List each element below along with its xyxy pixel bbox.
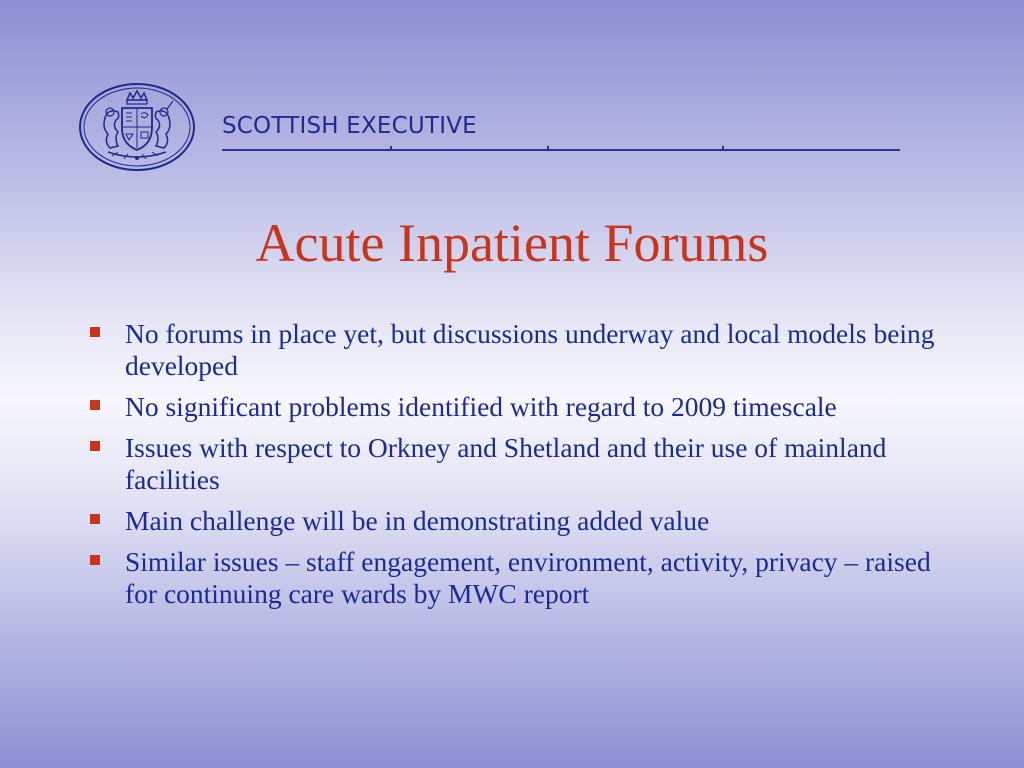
- bullet-item: [88, 546, 958, 610]
- square-bullet-icon: [90, 514, 100, 524]
- bullet-text: Issues with respect to Orkney and Shetland and their use of mainland facilities: [125, 432, 887, 495]
- bullet-text: Similar issues – staff engagement, environment, activity, privacy – raised for continuing care wards by MWC report: [125, 546, 931, 609]
- bullet-text: No forums in place yet, but discussions underway and local models being developed: [125, 318, 935, 381]
- slide-title: Acute Inpatient Forums: [255, 213, 769, 273]
- coat-of-arms-logo: [78, 82, 196, 172]
- bullet-list: [88, 318, 958, 619]
- bullet-item: [88, 432, 958, 496]
- square-bullet-icon: [90, 555, 100, 565]
- bullet-text: Main challenge will be in demonstrating added value: [125, 505, 710, 536]
- divider-tick: [390, 146, 392, 150]
- square-bullet-icon: [90, 327, 100, 337]
- bullet-item: [88, 505, 958, 537]
- organization-name: SCOTTISH EXECUTIVE: [222, 113, 477, 139]
- bullet-item: [88, 318, 958, 382]
- bullet-text: No significant problems identified with regard to 2009 timescale: [125, 391, 837, 422]
- header-divider: [222, 149, 900, 151]
- square-bullet-icon: [90, 441, 100, 451]
- divider-tick: [547, 146, 549, 150]
- square-bullet-icon: [90, 400, 100, 410]
- divider-tick: [722, 146, 724, 150]
- bullet-item: [88, 391, 958, 423]
